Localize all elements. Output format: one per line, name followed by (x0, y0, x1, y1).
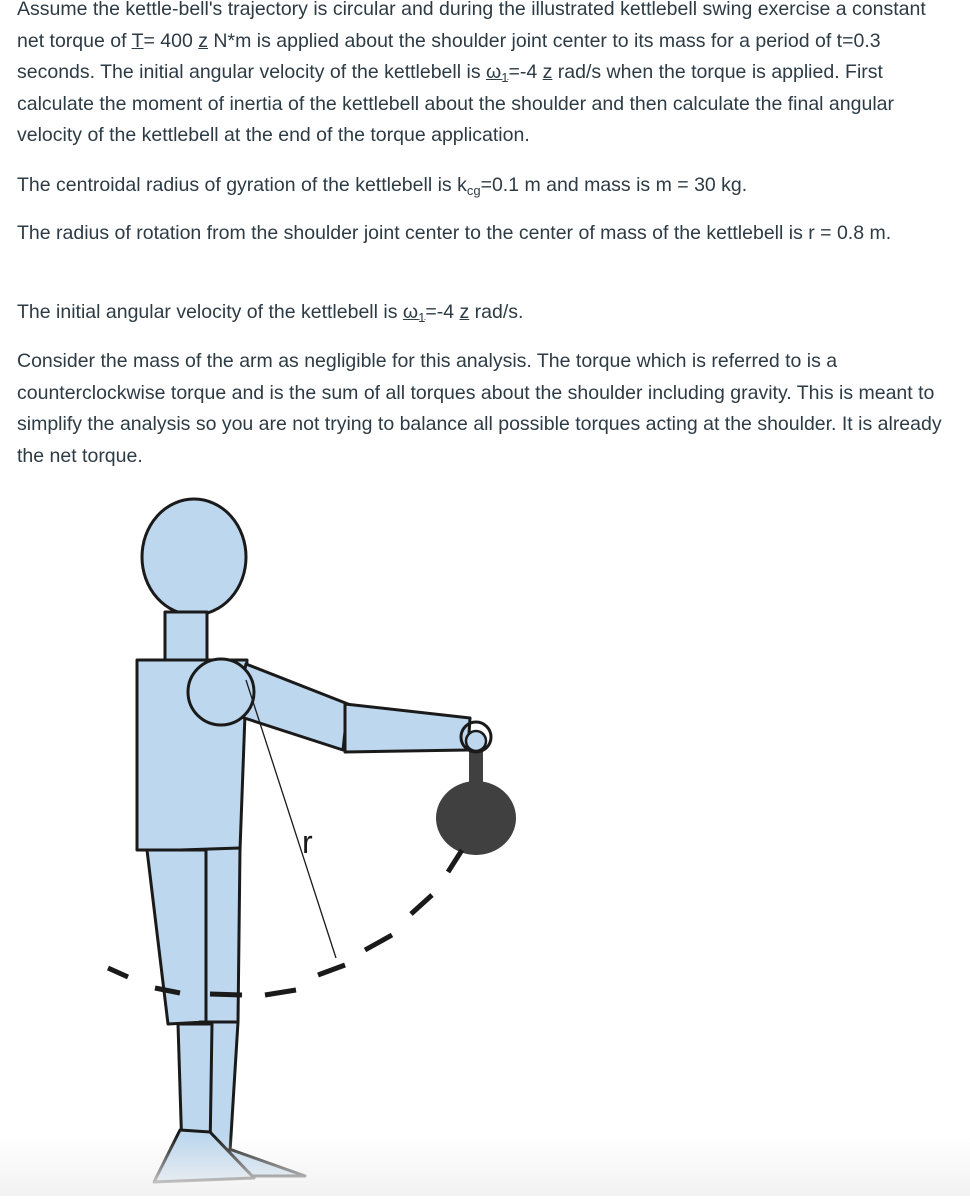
trajectory-dash (448, 850, 462, 872)
gyration-text-a: The centroidal radius of gyration of the kettlebell is k (17, 174, 467, 196)
omega-subscript: 1 (418, 310, 426, 325)
problem-paragraph-gyration (17, 170, 747, 202)
figure-neck (165, 612, 207, 660)
omega-symbol (486, 61, 508, 83)
kcg-subscript: cg (466, 183, 481, 198)
problem-paragraph-intro (17, 0, 952, 152)
kettlebell-swing-figure (0, 480, 970, 1196)
problem-paragraph-assumptions: Consider the mass of the arm as negligible for this analysis. The torque which is referred to is a counterclockwise torque and is the sum of all torques about the shoulder including gravity. This is meant to simplify the analysis so you are not trying to balance all possible torques acting at the shoulder. It is already the net torque. (17, 350, 942, 467)
velocity-text-a: The initial angular velocity of the kettlebell is (17, 301, 403, 323)
figure-hand (466, 731, 486, 751)
omega-subscript: 1 (501, 70, 509, 85)
velocity-text-b: =-4 (425, 301, 460, 323)
gyration-text-b: =0.1 m and mass is m = 30 kg. (480, 174, 748, 196)
trajectory-dash (318, 965, 345, 975)
intro-text-d: =-4 (508, 61, 543, 83)
figure-head (142, 499, 246, 615)
trajectory-dash (365, 935, 392, 950)
trajectory-dash (210, 994, 242, 995)
problem-paragraph-radius: The radius of rotation from the shoulder joint center to the center of mass of the kettlebell is r = 0.8 m. (17, 222, 892, 244)
figure-forearm (345, 704, 470, 752)
kettlebell-body (436, 781, 516, 855)
trajectory-dash (108, 968, 128, 977)
velocity-text-c: rad/s. (469, 301, 524, 323)
z-unit-vector: z (459, 301, 470, 323)
kettlebell-swing-diagram (0, 480, 970, 1196)
intro-text-b: = 400 (143, 29, 199, 52)
radius-label: r (302, 824, 313, 860)
intro-text-a: Assume the kettle-bell's trajectory is circular and during the illustrated kettlebell swing exercise a constant net torque of (17, 0, 926, 52)
z-unit-vector: z (542, 61, 553, 83)
intro-text-e: rad/s when the torque is applied. First calculate the moment of inertia of the kettlebell about the shoulder and then calculate the final angular velocity of the kettlebell at the end of the torque application. (17, 61, 894, 146)
figure-shoulder-joint (188, 659, 254, 725)
bottom-fade (0, 1136, 970, 1196)
trajectory-dash (265, 990, 296, 995)
z-unit-vector: z (198, 29, 208, 52)
omega-letter: ω (485, 61, 502, 83)
trajectory-dash (411, 895, 432, 914)
torque-vector-symbol: T (131, 29, 144, 52)
problem-paragraph-initial-velocity (17, 297, 523, 329)
omega-symbol (403, 301, 425, 323)
intro-text-c: N*m is applied about the shoulder joint center to its mass for a period of t=0.3 seconds. The initial angular velocity of the kettlebell is (17, 29, 881, 83)
omega-letter: ω (402, 301, 419, 323)
figure-front-thigh (147, 850, 206, 1024)
